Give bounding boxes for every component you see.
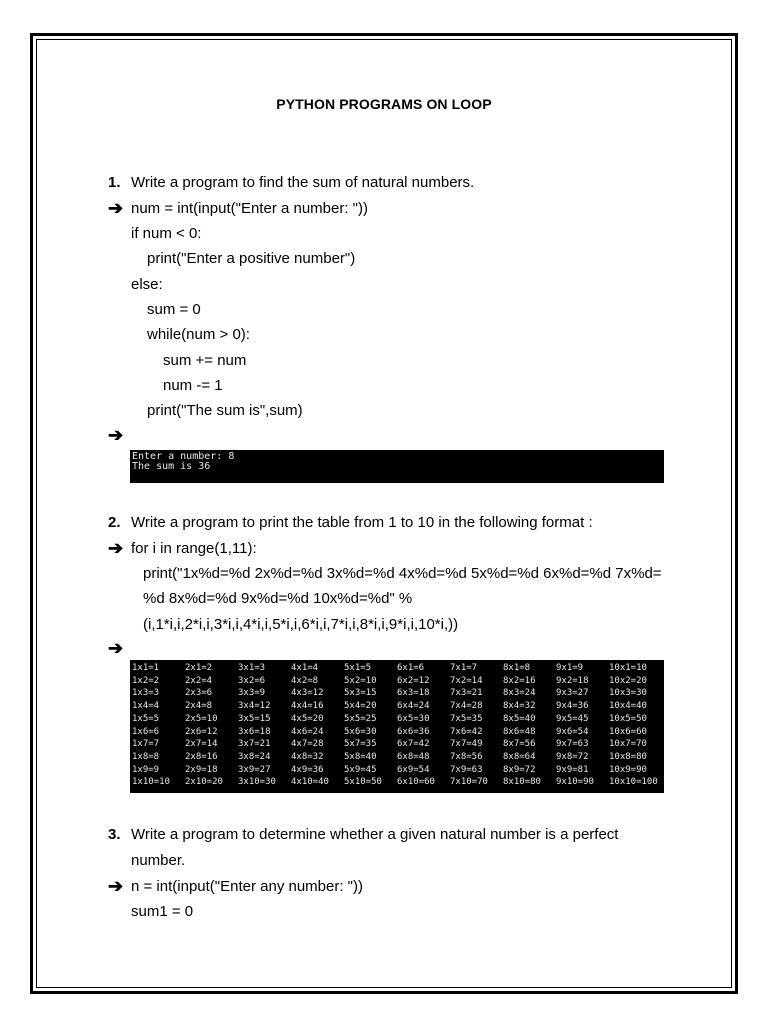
console-table-cell: 6x3=18 bbox=[397, 688, 430, 699]
q2-code-line: (i,1*i,i,2*i,i,3*i,i,4*i,i,5*i,i,6*i,i,7*i,i,8*i,i,9*i,i,10*i,)) bbox=[143, 616, 459, 633]
console-table-cell: 4x4=16 bbox=[291, 701, 324, 712]
console-table-cell: 8x1=8 bbox=[503, 663, 531, 673]
console-table-cell: 10x8=80 bbox=[609, 751, 647, 762]
console-table-cell: 6x9=54 bbox=[397, 764, 430, 775]
console-table-cell: 8x9=72 bbox=[503, 764, 536, 775]
console-table-cell: 10x5=50 bbox=[609, 713, 647, 724]
console-table-cell: 2x2=4 bbox=[185, 675, 213, 686]
console-table-cell: 10x10=100 bbox=[609, 777, 658, 788]
console-table-cell: 4x7=28 bbox=[291, 739, 324, 750]
console-table-row bbox=[132, 687, 662, 700]
console-table-row bbox=[132, 776, 662, 789]
console-table-cell: 2x7=14 bbox=[185, 739, 218, 750]
console-table-cell: 2x5=10 bbox=[185, 713, 218, 724]
console-table-cell: 7x4=28 bbox=[450, 701, 483, 712]
q1-question: Write a program to find the sum of natural numbers. bbox=[131, 174, 475, 191]
console-table-cell: 5x10=50 bbox=[344, 777, 382, 788]
q1-code-line: if num < 0: bbox=[131, 225, 202, 242]
console-table-cell: 2x3=6 bbox=[185, 688, 213, 699]
q2-question: Write a program to print the table from 1 to 10 in the following format : bbox=[131, 514, 593, 531]
console-table-cell: 3x7=21 bbox=[238, 739, 271, 750]
console-table-cell: 3x1=3 bbox=[238, 663, 266, 673]
console-table-cell: 1x3=3 bbox=[132, 688, 160, 699]
console-line: The sum is 36 bbox=[132, 461, 211, 472]
console-table-cell: 8x8=64 bbox=[503, 751, 536, 762]
q1-code-line: else: bbox=[131, 276, 163, 293]
console-table-cell: 6x5=30 bbox=[397, 713, 430, 724]
q1-code-line: num -= 1 bbox=[163, 377, 223, 394]
console-table-cell: 6x2=12 bbox=[397, 675, 430, 686]
console-table-cell: 9x1=9 bbox=[556, 663, 584, 673]
console-table-cell: 9x4=36 bbox=[556, 701, 589, 712]
console-table-cell: 6x10=60 bbox=[397, 777, 435, 788]
console-table-cell: 7x8=56 bbox=[450, 751, 483, 762]
q3-code-line: sum1 = 0 bbox=[131, 903, 194, 920]
console-table-row bbox=[132, 700, 662, 713]
console-table-cell: 7x5=35 bbox=[450, 713, 483, 724]
q2-code-line: print("1x%d=%d 2x%d=%d 3x%d=%d 4x%d=%d 5x%d=%d 6x%d=%d 7x%d= bbox=[143, 565, 662, 582]
console-table-cell: 3x6=18 bbox=[238, 726, 271, 737]
q2-number: 2. bbox=[108, 514, 121, 531]
console-table-cell: 8x3=24 bbox=[503, 688, 536, 699]
console-table-cell: 9x9=81 bbox=[556, 764, 589, 775]
q2-code-line: %d 8x%d=%d 9x%d=%d 10x%d=%d" % bbox=[143, 590, 413, 607]
console-table-cell: 9x10=90 bbox=[556, 777, 594, 788]
console-table-cell: 2x6=12 bbox=[185, 726, 218, 737]
console-table-cell: 4x2=8 bbox=[291, 675, 319, 686]
console-table-cell: 5x9=45 bbox=[344, 764, 377, 775]
console-table-cell: 5x8=40 bbox=[344, 751, 377, 762]
console-table-cell: 2x10=20 bbox=[185, 777, 223, 788]
console-table-cell: 3x2=6 bbox=[238, 675, 266, 686]
q1-number: 1. bbox=[108, 174, 121, 191]
console-table-cell: 3x9=27 bbox=[238, 764, 271, 775]
console-table-cell: 10x7=70 bbox=[609, 739, 647, 750]
console-table-row bbox=[132, 764, 662, 777]
console-table-cell: 9x3=27 bbox=[556, 688, 589, 699]
console-table-cell: 1x1=1 bbox=[132, 663, 160, 673]
console-table-cell: 1x10=10 bbox=[132, 777, 170, 788]
q1-code-line: print("The sum is",sum) bbox=[147, 402, 303, 419]
console-table-cell: 3x8=24 bbox=[238, 751, 271, 762]
document-title: PYTHON PROGRAMS ON LOOP bbox=[276, 96, 492, 112]
console-table-cell: 10x6=60 bbox=[609, 726, 647, 737]
console-table-cell: 10x4=40 bbox=[609, 701, 647, 712]
q1-arrow-icon: ➔ bbox=[108, 198, 124, 218]
console-table-cell: 10x9=90 bbox=[609, 764, 647, 775]
console-table-cell: 8x10=80 bbox=[503, 777, 541, 788]
console-table-cell: 2x4=8 bbox=[185, 701, 213, 712]
q2-output-arrow-icon: ➔ bbox=[108, 638, 124, 658]
console-table-cell: 9x6=54 bbox=[556, 726, 589, 737]
console-table-row bbox=[132, 751, 662, 764]
console-table-cell: 10x3=30 bbox=[609, 688, 647, 699]
console-table-cell: 8x5=40 bbox=[503, 713, 536, 724]
console-table-cell: 9x8=72 bbox=[556, 751, 589, 762]
console-table-cell: 1x8=8 bbox=[132, 751, 160, 762]
console-table-row bbox=[132, 675, 662, 688]
console-table-cell: 5x5=25 bbox=[344, 713, 377, 724]
console-table-cell: 4x1=4 bbox=[291, 663, 319, 673]
console-table-cell: 7x10=70 bbox=[450, 777, 488, 788]
console-table-cell: 7x6=42 bbox=[450, 726, 483, 737]
q1-output-arrow-icon: ➔ bbox=[108, 425, 124, 445]
q3-code-line: n = int(input("Enter any number: ")) bbox=[131, 878, 364, 895]
console-table-cell: 8x7=56 bbox=[503, 739, 536, 750]
console-table-cell: 8x2=16 bbox=[503, 675, 536, 686]
console-table-cell: 3x5=15 bbox=[238, 713, 271, 724]
console-table-cell: 10x2=20 bbox=[609, 675, 647, 686]
console-table-cell: 4x10=40 bbox=[291, 777, 329, 788]
console-table-cell: 6x6=36 bbox=[397, 726, 430, 737]
console-table-cell: 2x1=2 bbox=[185, 663, 213, 673]
console-table-cell: 9x2=18 bbox=[556, 675, 589, 686]
console-table-cell: 4x6=24 bbox=[291, 726, 324, 737]
console-table-cell: 3x10=30 bbox=[238, 777, 276, 788]
q3-arrow-icon: ➔ bbox=[108, 876, 124, 896]
console-table-cell: 6x4=24 bbox=[397, 701, 430, 712]
console-table-row bbox=[132, 662, 662, 675]
console-table-cell: 1x2=2 bbox=[132, 675, 160, 686]
q2-console-output bbox=[130, 660, 664, 793]
console-table-cell: 7x7=49 bbox=[450, 739, 483, 750]
q2-code-line: for i in range(1,11): bbox=[131, 540, 257, 557]
console-table-cell: 5x1=5 bbox=[344, 663, 372, 673]
console-table-cell: 1x5=5 bbox=[132, 713, 160, 724]
console-table-cell: 7x3=21 bbox=[450, 688, 483, 699]
console-table-cell: 4x5=20 bbox=[291, 713, 324, 724]
console-table-cell: 1x7=7 bbox=[132, 739, 160, 750]
console-table-cell: 6x1=6 bbox=[397, 663, 425, 673]
console-table-row bbox=[132, 726, 662, 739]
console-table-cell: 3x4=12 bbox=[238, 701, 271, 712]
console-table-cell: 5x2=10 bbox=[344, 675, 377, 686]
console-table-cell: 7x1=7 bbox=[450, 663, 478, 673]
console-table-cell: 8x6=48 bbox=[503, 726, 536, 737]
console-table-cell: 5x6=30 bbox=[344, 726, 377, 737]
q3-question-line1: Write a program to determine whether a given natural number is a perfect bbox=[131, 826, 619, 843]
console-table-cell: 1x4=4 bbox=[132, 701, 160, 712]
q1-code-line: while(num > 0): bbox=[147, 326, 250, 343]
console-table-cell: 1x9=9 bbox=[132, 764, 160, 775]
console-table-cell: 4x8=32 bbox=[291, 751, 324, 762]
q1-console-output bbox=[130, 450, 664, 483]
q1-code-line: num = int(input("Enter a number: ")) bbox=[131, 200, 368, 217]
console-table-cell: 8x4=32 bbox=[503, 701, 536, 712]
console-line: Enter a number: 8 bbox=[132, 451, 235, 462]
q1-code-line: sum = 0 bbox=[147, 301, 201, 318]
console-table-cell: 1x6=6 bbox=[132, 726, 160, 737]
q2-arrow-icon: ➔ bbox=[108, 538, 124, 558]
console-table-cell: 9x5=45 bbox=[556, 713, 589, 724]
console-table-cell: 5x7=35 bbox=[344, 739, 377, 750]
q3-question-line2: number. bbox=[131, 852, 186, 869]
console-table-cell: 6x8=48 bbox=[397, 751, 430, 762]
console-table-cell: 10x1=10 bbox=[609, 663, 647, 673]
console-table-cell: 7x9=63 bbox=[450, 764, 483, 775]
console-table-row bbox=[132, 713, 662, 726]
console-table-cell: 6x7=42 bbox=[397, 739, 430, 750]
console-table-cell: 5x3=15 bbox=[344, 688, 377, 699]
console-table-cell: 2x8=16 bbox=[185, 751, 218, 762]
console-table-cell: 3x3=9 bbox=[238, 688, 266, 699]
q1-code-line: sum += num bbox=[163, 352, 247, 369]
console-table-row bbox=[132, 738, 662, 751]
console-table-cell: 4x3=12 bbox=[291, 688, 324, 699]
console-table-cell: 4x9=36 bbox=[291, 764, 324, 775]
console-table-cell: 5x4=20 bbox=[344, 701, 377, 712]
console-table-cell: 7x2=14 bbox=[450, 675, 483, 686]
console-table-cell: 9x7=63 bbox=[556, 739, 589, 750]
q3-number: 3. bbox=[108, 826, 121, 843]
console-table-cell: 2x9=18 bbox=[185, 764, 218, 775]
q1-code-line: print("Enter a positive number") bbox=[147, 250, 356, 267]
